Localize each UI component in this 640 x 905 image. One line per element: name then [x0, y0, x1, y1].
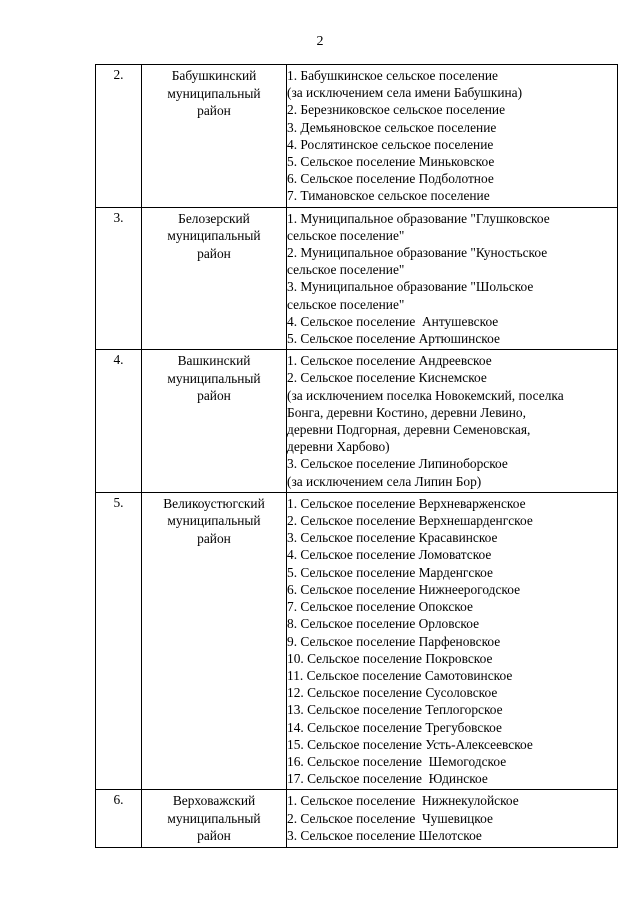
district-name: Великоустюгский муниципальный район	[163, 495, 265, 546]
district-name: Бабушкинский муниципальный район	[167, 68, 261, 118]
settlement-line: 4. Сельское поселение Ломоватское	[287, 547, 492, 563]
settlements-cell	[287, 207, 618, 350]
settlement-line: сельское поселение"	[287, 296, 405, 312]
table-row	[96, 350, 618, 493]
settlement-line: 16. Сельское поселение Шемогодское	[287, 753, 507, 769]
settlement-line: 7. Сельское поселение Опокское	[287, 599, 473, 615]
table-body	[96, 65, 618, 848]
settlement-line: 3. Сельское поселение Красавинское	[287, 530, 498, 546]
settlement-line: 3. Сельское поселение Шелотское	[287, 827, 482, 843]
settlement-line: 15. Сельское поселение Усть-Алексеевское	[287, 736, 533, 752]
settlement-line: 4. Рослятинское сельское поселение	[287, 136, 494, 152]
settlement-line: сельское поселение"	[287, 262, 405, 278]
settlement-line: 12. Сельское поселение Сусоловское	[287, 685, 498, 701]
settlement-line: 11. Сельское поселение Самотовинское	[287, 667, 513, 683]
settlement-line: деревни Харбово)	[287, 439, 390, 455]
settlement-line: 1. Сельское поселение Нижнекулойское	[287, 793, 519, 809]
row-number: 3.	[96, 207, 142, 350]
settlements-cell	[287, 65, 618, 208]
settlement-line: 9. Сельское поселение Парфеновское	[287, 633, 501, 649]
settlement-line: 2. Сельское поселение Верхнешарденгское	[287, 513, 533, 529]
row-number: 6.	[96, 790, 142, 848]
settlement-line: 14. Сельское поселение Трегубовское	[287, 719, 502, 735]
settlement-line: 1. Сельское поселение Верхневарженское	[287, 495, 526, 511]
settlement-line: 5. Сельское поселение Марденгское	[287, 564, 493, 580]
district-cell	[142, 790, 287, 848]
settlement-line: 2. Сельское поселение Киснемское	[287, 370, 487, 386]
settlement-line: 7. Тимановское сельское поселение	[287, 188, 490, 204]
table-row	[96, 65, 618, 208]
district-name: Белозерский муниципальный район	[167, 210, 261, 261]
settlement-line: 2. Березниковское сельское поселение	[287, 102, 506, 118]
table-row	[96, 790, 618, 848]
settlement-line: 10. Сельское поселение Покровское	[287, 650, 493, 666]
settlement-line: Бонга, деревни Костино, деревни Левино,	[287, 404, 526, 420]
settlement-line: 2. Муниципальное образование "Куностьское	[287, 245, 548, 261]
district-name: Верховажский муниципальный район	[167, 793, 261, 844]
settlement-line: 3. Муниципальное образование "Шольское	[287, 279, 534, 295]
settlement-line: (за исключением поселка Новокемский, поселка	[287, 387, 564, 403]
table-row	[96, 207, 618, 350]
settlement-line: 5. Сельское поселение Артюшинское	[287, 331, 500, 347]
settlements-cell	[287, 350, 618, 493]
settlement-line: деревни Подгорная, деревни Семеновская,	[287, 422, 531, 438]
settlement-line: 5. Сельское поселение Миньковское	[287, 154, 495, 170]
settlement-line: 3. Демьяновское сельское поселение	[287, 119, 497, 135]
settlement-line: (за исключением села имени Бабушкина)	[287, 85, 523, 101]
district-cell	[142, 65, 287, 208]
settlement-line: (за исключением села Липин Бор)	[287, 473, 482, 489]
settlement-line: 1. Сельское поселение Андреевское	[287, 353, 492, 369]
settlement-line: 1. Муниципальное образование "Глушковское	[287, 210, 550, 226]
settlement-line: сельское поселение"	[287, 227, 405, 243]
settlement-line: 1. Бабушкинское сельское поселение	[287, 68, 498, 83]
settlements-cell	[287, 790, 618, 848]
row-number: 4.	[96, 350, 142, 493]
settlement-line: 6. Сельское поселение Нижнеерогодское	[287, 581, 521, 597]
district-cell	[142, 350, 287, 493]
settlement-line: 3. Сельское поселение Липиноборское	[287, 456, 508, 472]
settlement-line: 4. Сельское поселение Антушевское	[287, 313, 499, 329]
row-number: 5.	[96, 492, 142, 789]
district-cell	[142, 492, 287, 789]
settlement-line: 2. Сельское поселение Чушевицкое	[287, 810, 493, 826]
settlement-line: 8. Сельское поселение Орловское	[287, 616, 480, 632]
table-row	[96, 492, 618, 789]
page-number: 2	[316, 34, 324, 49]
district-name: Вашкинский муниципальный район	[167, 353, 261, 404]
settlement-line: 17. Сельское поселение Юдинское	[287, 771, 488, 787]
settlement-line: 6. Сельское поселение Подболотное	[287, 171, 494, 187]
row-number: 2.	[96, 65, 142, 208]
settlement-line: 13. Сельское поселение Теплогорское	[287, 702, 503, 718]
district-settlement-table	[95, 64, 618, 848]
district-cell	[142, 207, 287, 350]
settlements-cell	[287, 492, 618, 789]
